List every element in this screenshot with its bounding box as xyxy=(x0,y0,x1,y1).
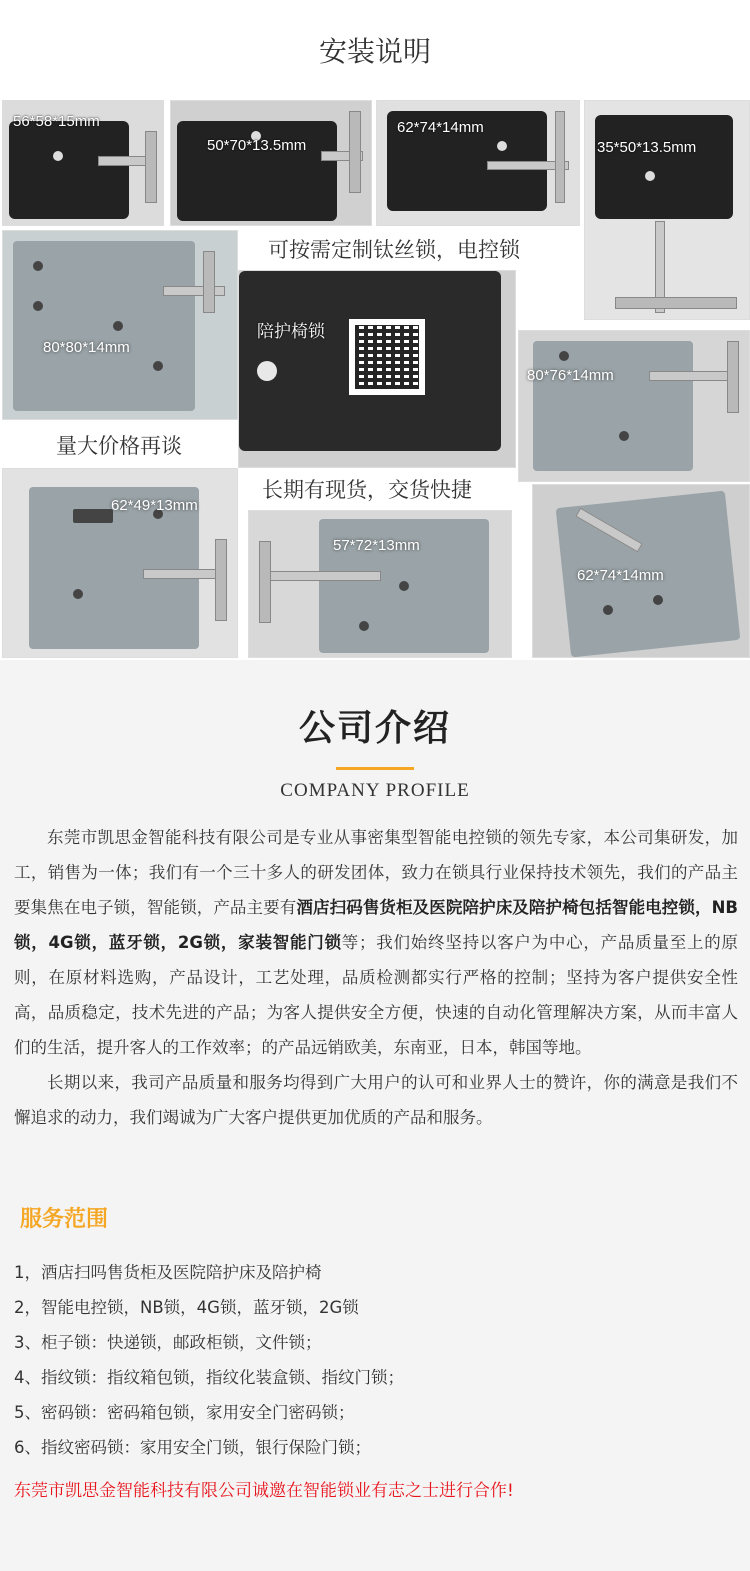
photo-label: 陪护椅锁 xyxy=(257,322,325,342)
photo-label: 80*80*14mm xyxy=(43,339,130,356)
photo-label: 50*70*13.5mm xyxy=(207,137,307,154)
product-photo-4 xyxy=(584,100,750,320)
product-photo-2 xyxy=(170,100,372,226)
product-photo-8 xyxy=(2,468,238,658)
product-photo-6 xyxy=(238,270,516,468)
services-title: 服务范围 xyxy=(20,1207,109,1232)
install-section xyxy=(0,0,750,660)
product-photo-7 xyxy=(518,330,750,482)
intro-bold-products: 酒店扫码售货柜及医院陪护床及陪护椅包括智能电控锁，NB锁，4G锁，蓝牙锁，2G锁，家装智能门锁 xyxy=(14,898,739,952)
caption-stock: 长期有现货，交货快捷 xyxy=(262,474,472,504)
qr-code xyxy=(349,319,425,395)
company-intro xyxy=(14,820,738,1135)
service-item: 4、指纹锁：指纹箱包锁，指纹化装盒锁、指纹门锁； xyxy=(14,1368,404,1387)
caption-price: 量大价格再谈 xyxy=(56,434,182,458)
product-photo-3 xyxy=(376,100,580,226)
product-photo-1 xyxy=(2,100,164,226)
caption-custom: 可按需定制钛丝锁，电控锁 xyxy=(268,234,520,264)
photo-label: 62*49*13mm xyxy=(111,497,198,514)
service-item: 2，智能电控锁，NB锁，4G锁，蓝牙锁，2G锁 xyxy=(14,1298,359,1317)
product-photo-9 xyxy=(248,510,512,658)
title-underline xyxy=(336,767,414,770)
intro-paragraph-2: 长期以来，我司产品质量和服务均得到广大用户的认可和业界人士的赞许，你的满意是我们不懈追求的动力，我们竭诚为广大客户提供更加优质的产品和服务。 xyxy=(14,1073,738,1127)
product-photo-10 xyxy=(532,484,750,658)
intro-text: 东莞市凯思金智能科技有限公司是专业从事密集型智能电控锁的领先专家，本公司集研发，加工，销售为一体；我们有一个三十多人的研发团体，致力在锁具行业保持技术领先，我们的产品主要集焦在电子锁，智能锁，产品主要有 xyxy=(14,828,738,917)
photo-label: 62*74*14mm xyxy=(577,567,664,584)
photo-label: 57*72*13mm xyxy=(333,537,420,554)
company-header xyxy=(0,700,750,802)
photo-label: 56*58*15mm xyxy=(13,113,100,130)
services-list xyxy=(14,1255,734,1465)
photo-label: 62*74*14mm xyxy=(397,119,484,136)
service-item: 1，酒店扫吗售货柜及医院陪护床及陪护椅 xyxy=(14,1263,322,1282)
intro-paragraph-1 xyxy=(14,820,738,1065)
company-title: 公司介绍 xyxy=(298,708,451,749)
install-title: 安装说明 xyxy=(318,35,431,68)
intro-text: 等；我们始终坚持以客户为中心，产品质量至上的原则，在原材料选购，产品设计，工艺处理，品质检测都实行严格的控制；坚持为客户提供安全性高，品质稳定，技术先进的产品；为客人提供安全方便，快速的自动化管理解决方案，从而丰富人们的生活，提升客人的工作效率；的产品远销欧美，东南亚，日本，韩国等地。 xyxy=(14,933,738,1057)
service-item: 3、柜子锁：快递锁，邮政柜锁，文件锁； xyxy=(14,1333,322,1352)
photo-label: 80*76*14mm xyxy=(527,367,614,384)
cooperation-invite: 东莞市凯思金智能科技有限公司诚邀在智能锁业有志之士进行合作! xyxy=(14,1481,514,1501)
service-item: 5、密码锁：密码箱包锁，家用安全门密码锁； xyxy=(14,1403,355,1422)
product-photo-5 xyxy=(2,230,238,420)
product-photo-collage xyxy=(0,98,750,658)
company-subtitle: COMPANY PROFILE xyxy=(280,780,470,801)
service-item: 6、指纹密码锁：家用安全门锁，银行保险门锁； xyxy=(14,1438,371,1457)
photo-label: 35*50*13.5mm xyxy=(597,139,697,156)
